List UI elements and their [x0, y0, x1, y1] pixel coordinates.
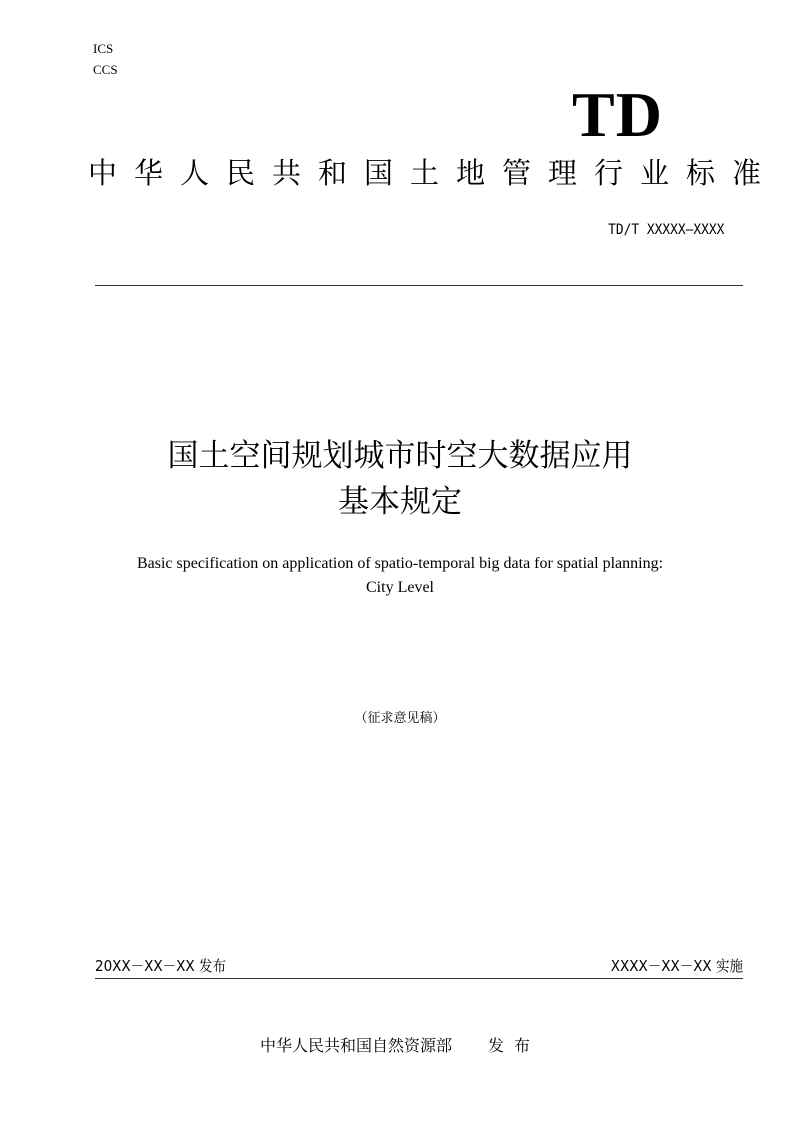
document-title-en	[0, 552, 800, 600]
footer-divider	[95, 978, 743, 979]
implement-date: XXXX－XX－XX 实施	[610, 957, 743, 975]
publish-date: 20XX－XX－XX 发布	[95, 957, 226, 975]
td-logo: TD	[572, 79, 663, 150]
standard-name: 中华人民共和国土地管理行业标准	[88, 156, 779, 190]
classification-codes	[93, 38, 118, 80]
date-row	[95, 955, 743, 977]
issuer-verb: 发布	[488, 1036, 541, 1055]
title-en-line-1: Basic specification on application of spatio-temporal big data for spatial planning:	[136, 555, 664, 572]
standard-number: TD/T XXXXX—XXXX	[607, 222, 724, 238]
draft-status-note: （征求意见稿）	[354, 711, 446, 726]
title-en-line-2: City Level	[366, 579, 434, 596]
header-divider	[95, 285, 743, 286]
ics-label: ICS	[93, 41, 114, 56]
ccs-label: CCS	[93, 62, 118, 77]
issuer-line	[0, 1034, 800, 1058]
document-title-cn	[0, 433, 800, 525]
title-cn-line-2: 基本规定	[338, 484, 462, 520]
issuer-name: 中华人民共和国自然资源部	[259, 1036, 452, 1055]
title-cn-line-1: 国土空间规划城市时空大数据应用	[167, 438, 633, 474]
